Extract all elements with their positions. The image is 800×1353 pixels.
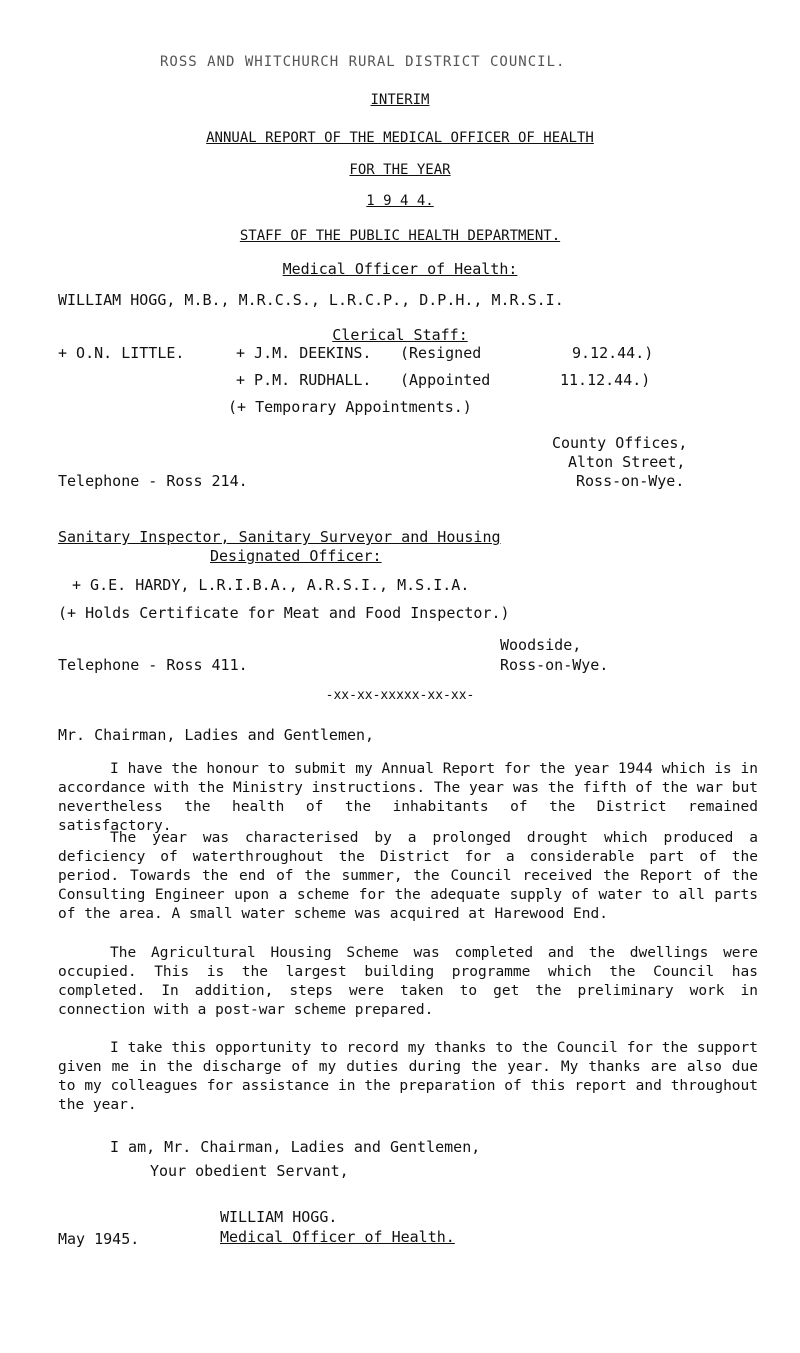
sanitary-address-2: Ross-on-Wye. — [500, 656, 609, 674]
report-date: May 1945. — [58, 1230, 140, 1248]
moh-name: WILLIAM HOGG, M.B., M.R.C.S., L.R.C.P., D.P.H., M.R.S.I. — [58, 291, 564, 309]
office-line-3: Ross-on-Wye. — [576, 472, 685, 490]
moh-label: Medical Officer of Health: — [282, 260, 518, 278]
closing-line-2: Your obedient Servant, — [150, 1162, 349, 1180]
for-the-year: FOR THE YEAR — [349, 162, 451, 178]
signature-title: Medical Officer of Health. — [220, 1228, 455, 1246]
sanitary-telephone: Telephone - Ross 411. — [58, 656, 248, 674]
clerical-staff-rudhall: + P.M. RUDHALL. — [236, 371, 372, 389]
paragraph-1: I have the honour to submit my Annual Report for the year 1944 which is in accordance with the Ministry instructions. The year was the fifth of the war but nevertheless the health of the inhabitants of the District remained satisfactory. — [58, 761, 758, 834]
paragraph-4: I take this opportunity to record my thanks to the Council for the support given me in the discharge of my duties during the year. My thanks are also due to my colleagues for assistance in the preparation of this report and throughout the year. — [58, 1040, 758, 1113]
certificate-note: (+ Holds Certificate for Meat and Food Inspector.) — [58, 604, 510, 622]
report-title: ANNUAL REPORT OF THE MEDICAL OFFICER OF HEALTH — [206, 130, 594, 146]
deekins-date: 9.12.44.) — [572, 344, 654, 362]
salutation: Mr. Chairman, Ladies and Gentlemen, — [58, 726, 375, 744]
faded-council-title: ROSS AND WHITCHURCH RURAL DISTRICT COUNCIL. — [160, 54, 566, 70]
sanitary-label-2: Designated Officer: — [210, 547, 382, 565]
sanitary-inspector-name: + G.E. HARDY, L.R.I.B.A., A.R.S.I., M.S.I.A. — [72, 576, 470, 594]
office-line-2: Alton Street, — [568, 453, 686, 471]
office-line-1: County Offices, — [552, 434, 688, 452]
sanitary-label: Sanitary Inspector, Sanitary Surveyor and Housing — [58, 528, 501, 546]
rudhall-date: 11.12.44.) — [560, 371, 651, 389]
paragraph-2: The year was characterised by a prolonged drought which produced a deficiency of waterthroughout the District for a considerable part of the period. Towards the end of the summer, the Council received the Report of the Consulting Engineer upon a scheme for the adequate supply of water to all parts of the area. A small water scheme was acquired at Harewood End. — [58, 830, 758, 922]
interim-heading: INTERIM — [370, 92, 430, 108]
clerical-label: Clerical Staff: — [332, 326, 468, 344]
sanitary-address-1: Woodside, — [500, 636, 582, 654]
clerical-staff-little: + O.N. LITTLE. — [58, 344, 185, 362]
report-year: 1 9 4 4. — [366, 193, 434, 209]
rudhall-note: (Appointed — [400, 371, 491, 389]
office-telephone: Telephone - Ross 214. — [58, 472, 248, 490]
clerical-staff-deekins: + J.M. DEEKINS. — [236, 344, 372, 362]
staff-heading: STAFF OF THE PUBLIC HEALTH DEPARTMENT. — [239, 228, 561, 244]
closing-line-1: I am, Mr. Chairman, Ladies and Gentlemen, — [110, 1138, 481, 1156]
signature-name: WILLIAM HOGG. — [220, 1208, 338, 1226]
temporary-note: (+ Temporary Appointments.) — [228, 398, 472, 416]
divider: -xx-xx-xxxxx-xx-xx- — [325, 688, 475, 703]
paragraph-3: The Agricultural Housing Scheme was completed and the dwellings were occupied. This is the largest building programme which the Council has completed. In addition, steps were taken to get the preliminary work in connection with a post-war scheme prepared. — [58, 945, 758, 1018]
deekins-note: (Resigned — [400, 344, 482, 362]
